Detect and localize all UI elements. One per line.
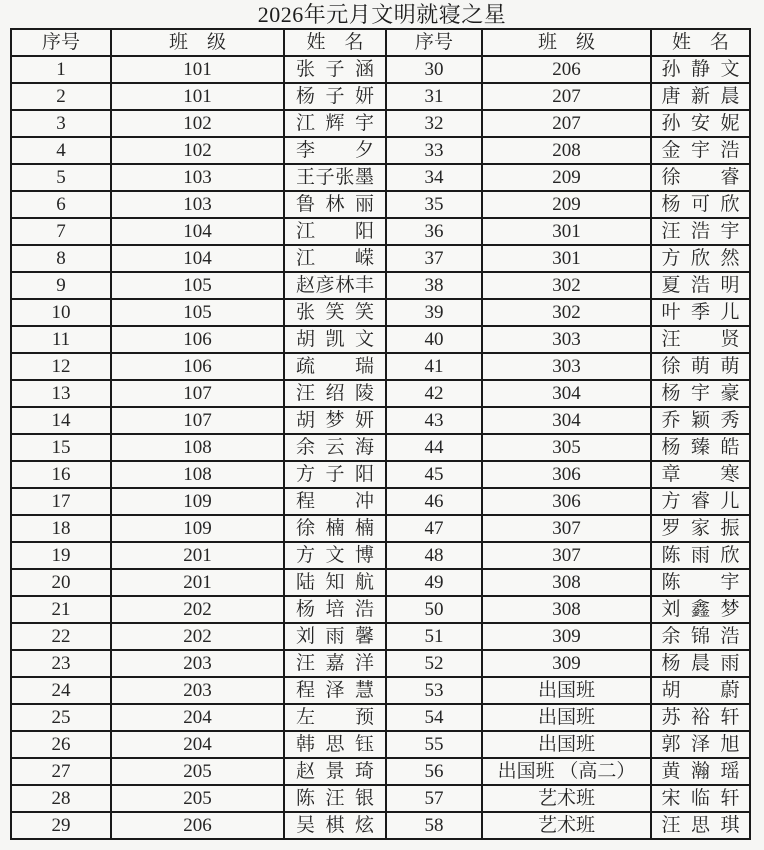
student-name: 方欣然 — [661, 248, 740, 269]
class-cell: 305 — [482, 434, 651, 461]
name-cell — [651, 137, 750, 164]
serial-number-cell: 57 — [386, 785, 482, 812]
student-name: 江 嵘 — [296, 248, 374, 269]
table-row — [11, 110, 750, 137]
name-cell — [284, 488, 386, 515]
student-name: 疏 瑞 — [296, 356, 374, 377]
student-name: 赵景琦 — [296, 761, 374, 782]
name-cell — [651, 326, 750, 353]
name-cell — [284, 164, 386, 191]
name-cell — [284, 569, 386, 596]
student-name: 余云海 — [296, 437, 374, 458]
name-cell — [284, 191, 386, 218]
student-name: 徐萌萌 — [661, 356, 740, 377]
serial-number-cell: 2 — [11, 83, 111, 110]
name-cell — [651, 488, 750, 515]
serial-number-cell: 51 — [386, 623, 482, 650]
table-row — [11, 164, 750, 191]
class-cell: 207 — [482, 110, 651, 137]
serial-number-cell: 52 — [386, 650, 482, 677]
class-cell: 202 — [111, 623, 284, 650]
class-cell: 206 — [482, 56, 651, 83]
serial-number-cell: 7 — [11, 218, 111, 245]
serial-number-cell: 44 — [386, 434, 482, 461]
class-cell: 309 — [482, 623, 651, 650]
class-cell: 207 — [482, 83, 651, 110]
table-row — [11, 704, 750, 731]
name-cell — [284, 812, 386, 839]
name-cell — [651, 299, 750, 326]
student-name: 胡凯文 — [296, 329, 374, 350]
table-row — [11, 623, 750, 650]
student-name: 杨培浩 — [296, 599, 374, 620]
table-row — [11, 785, 750, 812]
student-name: 程泽慧 — [296, 680, 374, 701]
serial-number-cell: 9 — [11, 272, 111, 299]
column-header: 班 级 — [482, 29, 651, 56]
student-name: 江辉宇 — [296, 113, 374, 134]
name-cell — [651, 704, 750, 731]
table-row — [11, 83, 750, 110]
serial-number-cell: 50 — [386, 596, 482, 623]
roster-table — [10, 28, 751, 840]
student-name: 唐新晨 — [661, 86, 740, 107]
serial-number-cell: 53 — [386, 677, 482, 704]
student-name: 汪浩宇 — [661, 221, 740, 242]
column-header: 班 级 — [111, 29, 284, 56]
class-cell: 出国班 （高二） — [482, 758, 651, 785]
class-cell: 104 — [111, 245, 284, 272]
serial-number-cell: 17 — [11, 488, 111, 515]
serial-number-cell: 43 — [386, 407, 482, 434]
class-cell: 306 — [482, 488, 651, 515]
serial-number-cell: 18 — [11, 515, 111, 542]
class-cell: 106 — [111, 353, 284, 380]
class-cell: 308 — [482, 569, 651, 596]
serial-number-cell: 42 — [386, 380, 482, 407]
name-cell — [651, 83, 750, 110]
serial-number-cell: 4 — [11, 137, 111, 164]
student-name: 程 冲 — [296, 491, 374, 512]
serial-number-cell: 1 — [11, 56, 111, 83]
student-name: 李 夕 — [296, 140, 374, 161]
name-cell — [651, 434, 750, 461]
serial-number-cell: 54 — [386, 704, 482, 731]
student-name: 胡 蔚 — [661, 680, 740, 701]
serial-number-cell: 12 — [11, 353, 111, 380]
class-cell: 208 — [482, 137, 651, 164]
serial-number-cell: 35 — [386, 191, 482, 218]
serial-number-cell: 41 — [386, 353, 482, 380]
student-name: 张子涵 — [296, 59, 374, 80]
name-cell — [284, 515, 386, 542]
table-row — [11, 515, 750, 542]
name-cell — [651, 596, 750, 623]
student-name: 徐楠楠 — [296, 518, 374, 539]
class-cell: 103 — [111, 164, 284, 191]
serial-number-cell: 29 — [11, 812, 111, 839]
serial-number-cell: 27 — [11, 758, 111, 785]
name-cell — [284, 272, 386, 299]
name-cell — [284, 299, 386, 326]
column-header: 姓 名 — [284, 29, 386, 56]
serial-number-cell: 5 — [11, 164, 111, 191]
serial-number-cell: 19 — [11, 542, 111, 569]
name-cell — [651, 758, 750, 785]
serial-number-cell: 16 — [11, 461, 111, 488]
serial-number-cell: 20 — [11, 569, 111, 596]
serial-number-cell: 22 — [11, 623, 111, 650]
student-name: 苏裕轩 — [661, 707, 740, 728]
student-name: 乔颖秀 — [661, 410, 740, 431]
table-row — [11, 353, 750, 380]
class-cell: 206 — [111, 812, 284, 839]
class-cell: 101 — [111, 83, 284, 110]
column-header: 姓 名 — [651, 29, 750, 56]
student-name: 郭泽旭 — [661, 734, 740, 755]
name-cell — [284, 137, 386, 164]
class-cell: 109 — [111, 515, 284, 542]
serial-number-cell: 25 — [11, 704, 111, 731]
serial-number-cell: 40 — [386, 326, 482, 353]
student-name: 汪思琪 — [661, 815, 740, 836]
table-row — [11, 461, 750, 488]
class-cell: 301 — [482, 245, 651, 272]
class-cell: 109 — [111, 488, 284, 515]
serial-number-cell: 24 — [11, 677, 111, 704]
student-name: 韩思钰 — [296, 734, 374, 755]
table-row — [11, 56, 750, 83]
student-name: 刘雨馨 — [296, 626, 374, 647]
class-cell: 107 — [111, 380, 284, 407]
name-cell — [651, 650, 750, 677]
serial-number-cell: 28 — [11, 785, 111, 812]
student-name: 杨可欣 — [661, 194, 740, 215]
class-cell: 303 — [482, 353, 651, 380]
student-name: 黄瀚瑶 — [661, 761, 740, 782]
student-name: 陈 宇 — [661, 572, 740, 593]
class-cell: 307 — [482, 515, 651, 542]
student-name: 汪嘉洋 — [296, 653, 374, 674]
serial-number-cell: 39 — [386, 299, 482, 326]
class-cell: 203 — [111, 677, 284, 704]
name-cell — [651, 677, 750, 704]
class-cell: 102 — [111, 137, 284, 164]
name-cell — [651, 515, 750, 542]
student-name: 赵彦林丰 — [296, 275, 374, 296]
student-name: 汪 贤 — [661, 329, 740, 350]
name-cell — [651, 56, 750, 83]
student-name: 王子张墨 — [296, 167, 374, 188]
class-cell: 202 — [111, 596, 284, 623]
name-cell — [284, 623, 386, 650]
serial-number-cell: 13 — [11, 380, 111, 407]
class-cell: 209 — [482, 191, 651, 218]
name-cell — [651, 353, 750, 380]
table-row — [11, 434, 750, 461]
student-name: 张笑笑 — [296, 302, 374, 323]
name-cell — [284, 650, 386, 677]
student-name: 江 阳 — [296, 221, 374, 242]
student-name: 刘鑫梦 — [661, 599, 740, 620]
student-name: 杨宇豪 — [661, 383, 740, 404]
serial-number-cell: 49 — [386, 569, 482, 596]
name-cell — [284, 434, 386, 461]
serial-number-cell: 36 — [386, 218, 482, 245]
student-name: 杨晨雨 — [661, 653, 740, 674]
serial-number-cell: 31 — [386, 83, 482, 110]
serial-number-cell: 23 — [11, 650, 111, 677]
name-cell — [651, 272, 750, 299]
class-cell: 出国班 — [482, 677, 651, 704]
serial-number-cell: 11 — [11, 326, 111, 353]
class-cell: 209 — [482, 164, 651, 191]
class-cell: 出国班 — [482, 731, 651, 758]
serial-number-cell: 26 — [11, 731, 111, 758]
header-row — [11, 29, 750, 56]
class-cell: 201 — [111, 542, 284, 569]
serial-number-cell: 34 — [386, 164, 482, 191]
class-cell: 108 — [111, 461, 284, 488]
class-cell: 204 — [111, 731, 284, 758]
name-cell — [651, 245, 750, 272]
class-cell: 104 — [111, 218, 284, 245]
class-cell: 302 — [482, 272, 651, 299]
table-row — [11, 218, 750, 245]
student-name: 陆知航 — [296, 572, 374, 593]
class-cell: 205 — [111, 785, 284, 812]
table-row — [11, 407, 750, 434]
serial-number-cell: 58 — [386, 812, 482, 839]
table-row — [11, 299, 750, 326]
table-row — [11, 812, 750, 839]
table-row — [11, 677, 750, 704]
class-cell: 103 — [111, 191, 284, 218]
name-cell — [284, 380, 386, 407]
name-cell — [651, 569, 750, 596]
name-cell — [651, 623, 750, 650]
column-header: 序号 — [386, 29, 482, 56]
table-row — [11, 542, 750, 569]
serial-number-cell: 38 — [386, 272, 482, 299]
name-cell — [284, 353, 386, 380]
class-cell: 204 — [111, 704, 284, 731]
name-cell — [651, 785, 750, 812]
class-cell: 303 — [482, 326, 651, 353]
class-cell: 艺术班 — [482, 785, 651, 812]
name-cell — [284, 677, 386, 704]
class-cell: 101 — [111, 56, 284, 83]
name-cell — [651, 110, 750, 137]
student-name: 方睿儿 — [661, 491, 740, 512]
table-row — [11, 191, 750, 218]
student-name: 孙静文 — [661, 59, 740, 80]
serial-number-cell: 32 — [386, 110, 482, 137]
student-name: 方文博 — [296, 545, 374, 566]
student-name: 方子阳 — [296, 464, 374, 485]
student-name: 叶季儿 — [661, 302, 740, 323]
name-cell — [284, 758, 386, 785]
name-cell — [284, 56, 386, 83]
table-row — [11, 596, 750, 623]
class-cell: 出国班 — [482, 704, 651, 731]
student-name: 杨臻皓 — [661, 437, 740, 458]
table-row — [11, 650, 750, 677]
name-cell — [284, 596, 386, 623]
name-cell — [284, 704, 386, 731]
serial-number-cell: 47 — [386, 515, 482, 542]
class-cell: 301 — [482, 218, 651, 245]
student-name: 陈汪银 — [296, 788, 374, 809]
student-name: 章 寒 — [661, 464, 740, 485]
name-cell — [651, 731, 750, 758]
name-cell — [284, 218, 386, 245]
name-cell — [651, 542, 750, 569]
name-cell — [651, 164, 750, 191]
table-row — [11, 731, 750, 758]
name-cell — [284, 110, 386, 137]
name-cell — [651, 812, 750, 839]
serial-number-cell: 10 — [11, 299, 111, 326]
table-row — [11, 380, 750, 407]
class-cell: 108 — [111, 434, 284, 461]
student-name: 孙安妮 — [661, 113, 740, 134]
table-row — [11, 326, 750, 353]
serial-number-cell: 3 — [11, 110, 111, 137]
name-cell — [284, 83, 386, 110]
name-cell — [651, 407, 750, 434]
student-name: 杨子妍 — [296, 86, 374, 107]
serial-number-cell: 45 — [386, 461, 482, 488]
serial-number-cell: 56 — [386, 758, 482, 785]
class-cell: 307 — [482, 542, 651, 569]
class-cell: 308 — [482, 596, 651, 623]
serial-number-cell: 21 — [11, 596, 111, 623]
student-name: 陈雨欣 — [661, 545, 740, 566]
serial-number-cell: 6 — [11, 191, 111, 218]
name-cell — [284, 245, 386, 272]
student-name: 吴棋炫 — [296, 815, 374, 836]
name-cell — [284, 542, 386, 569]
table-row — [11, 758, 750, 785]
table-row — [11, 137, 750, 164]
serial-number-cell: 15 — [11, 434, 111, 461]
class-cell: 201 — [111, 569, 284, 596]
name-cell — [651, 461, 750, 488]
table-row — [11, 569, 750, 596]
name-cell — [651, 218, 750, 245]
name-cell — [284, 731, 386, 758]
name-cell — [284, 785, 386, 812]
table-row — [11, 272, 750, 299]
serial-number-cell: 33 — [386, 137, 482, 164]
student-name: 胡梦妍 — [296, 410, 374, 431]
student-name: 汪绍陵 — [296, 383, 374, 404]
name-cell — [651, 191, 750, 218]
serial-number-cell: 8 — [11, 245, 111, 272]
class-cell: 304 — [482, 380, 651, 407]
table-row — [11, 245, 750, 272]
class-cell: 306 — [482, 461, 651, 488]
student-name: 徐 睿 — [661, 167, 740, 188]
class-cell: 205 — [111, 758, 284, 785]
student-name: 鲁林丽 — [296, 194, 374, 215]
class-cell: 107 — [111, 407, 284, 434]
student-name: 宋临轩 — [661, 788, 740, 809]
class-cell: 102 — [111, 110, 284, 137]
class-cell: 304 — [482, 407, 651, 434]
name-cell — [284, 407, 386, 434]
serial-number-cell: 37 — [386, 245, 482, 272]
class-cell: 106 — [111, 326, 284, 353]
serial-number-cell: 30 — [386, 56, 482, 83]
class-cell: 302 — [482, 299, 651, 326]
student-name: 余锦浩 — [661, 626, 740, 647]
name-cell — [284, 326, 386, 353]
class-cell: 309 — [482, 650, 651, 677]
name-cell — [651, 380, 750, 407]
student-name: 左 预 — [296, 707, 374, 728]
column-header: 序号 — [11, 29, 111, 56]
student-name: 罗家振 — [661, 518, 740, 539]
class-cell: 105 — [111, 272, 284, 299]
serial-number-cell: 46 — [386, 488, 482, 515]
serial-number-cell: 14 — [11, 407, 111, 434]
page-title: 2026年元月文明就寝之星 — [257, 2, 507, 27]
name-cell — [284, 461, 386, 488]
table-row — [11, 488, 750, 515]
student-name: 夏浩明 — [661, 275, 740, 296]
student-name: 金宇浩 — [661, 140, 740, 161]
class-cell: 105 — [111, 299, 284, 326]
class-cell: 203 — [111, 650, 284, 677]
class-cell: 艺术班 — [482, 812, 651, 839]
serial-number-cell: 55 — [386, 731, 482, 758]
serial-number-cell: 48 — [386, 542, 482, 569]
